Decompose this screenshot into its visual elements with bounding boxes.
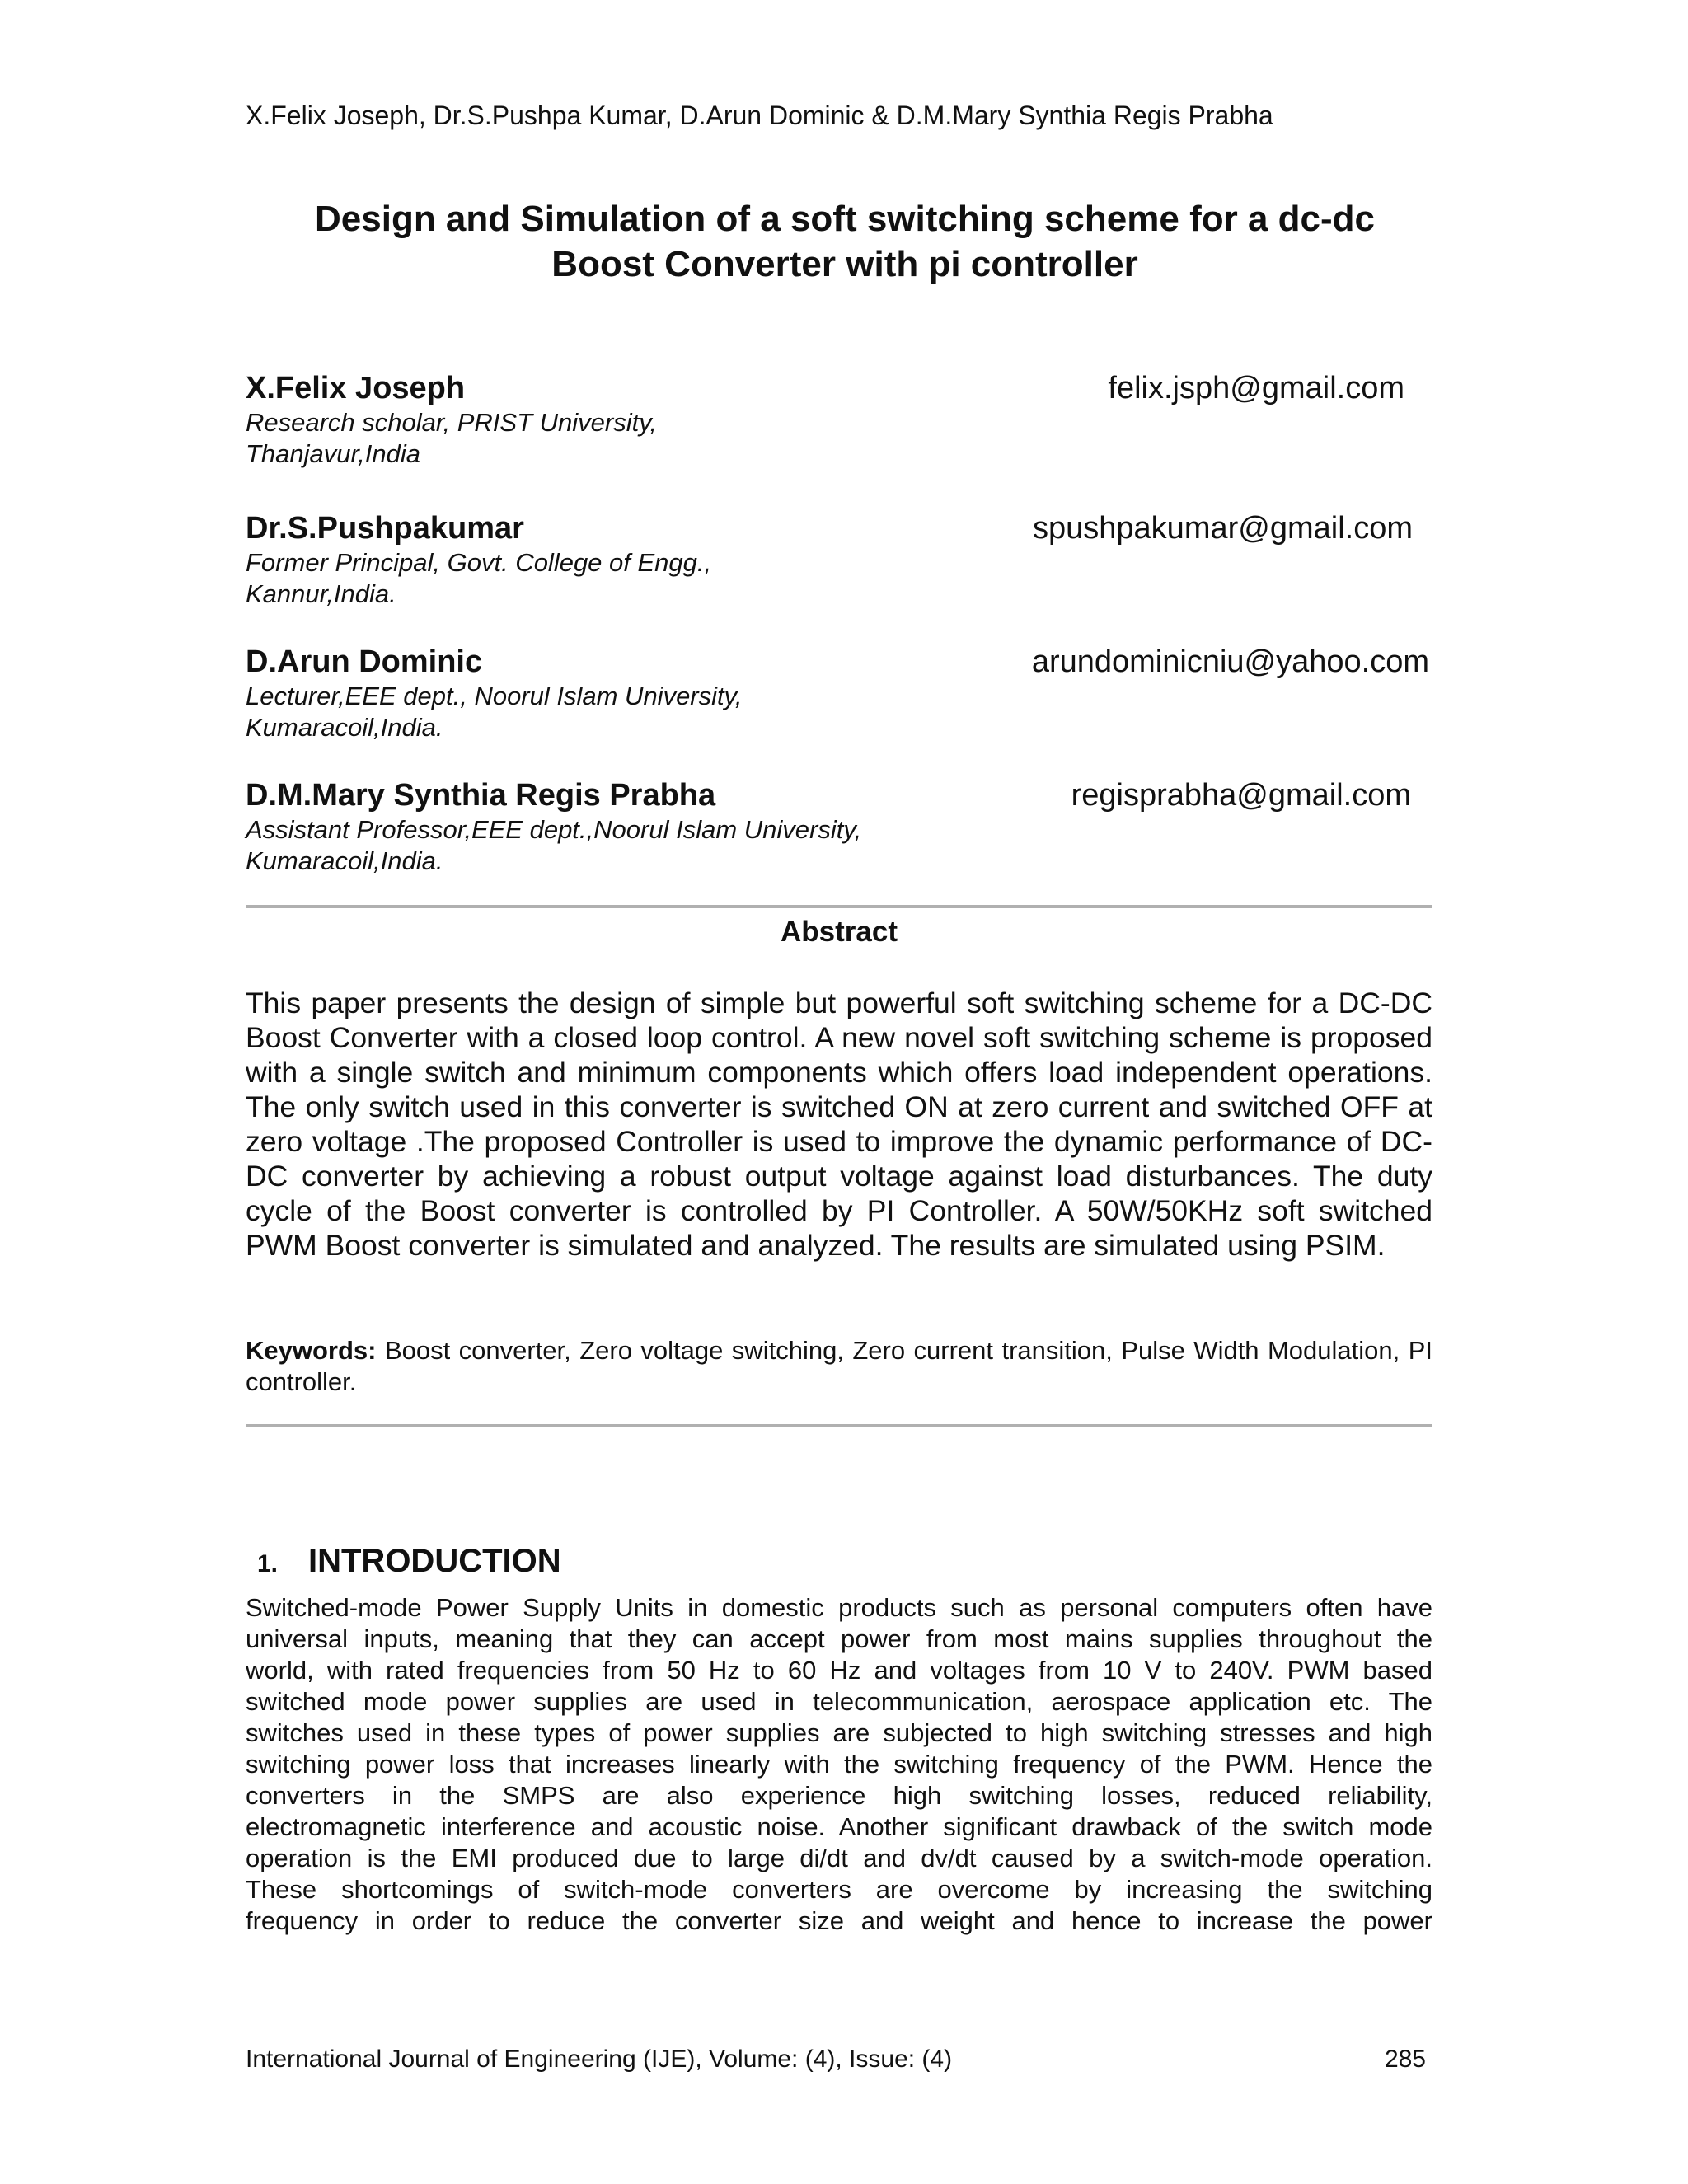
author-email: regisprabha@gmail.com — [1071, 778, 1411, 813]
introduction-text — [246, 1592, 1432, 1937]
title-line-2: Boost Converter with pi controller — [551, 244, 1138, 284]
keywords-text: Boost converter, Zero voltage switching, Zero current transition, Pulse Width Modulation, PI controller. — [246, 1336, 1432, 1396]
section-number: 1. — [257, 1550, 279, 1577]
paragraph-line: Switched-mode Power Supply Units in domestic products such as personal computers often have — [246, 1593, 1432, 1622]
author-email: spushpakumar@gmail.com — [1033, 511, 1413, 546]
footer-journal: International Journal of Engineering (IJE), Volume: (4), Issue: (4) — [246, 2046, 953, 2073]
author-block — [246, 776, 1432, 877]
author-block — [246, 509, 1432, 610]
author-affiliation: Research scholar, PRIST University, — [246, 408, 658, 437]
paragraph-line: converters in the SMPS are also experience high switching losses, reduced reliability, — [246, 1781, 1432, 1810]
paragraph-line: world, with rated frequencies from 50 Hz to 60 Hz and voltages from 10 V to 240V. PWM based — [246, 1656, 1432, 1685]
abstract-text: This paper presents the design of simple but powerful soft switching scheme for a DC-DC Boost Converter with a closed loop control. A new novel soft switching scheme is proposed with a single switch and minimum components which offers load independent operations. The only switch used in this converter is switched ON at zero current and switched OFF at zero voltage .The proposed Controller is used to improve the dynamic performance of DC-DC converter by achieving a robust output voltage against load disturbances. The duty cycle of the Boost converter is controlled by PI Controller. A 50W/50KHz soft switched PWM Boost converter is simulated and analyzed. The results are simulated using PSIM. — [246, 987, 1432, 1262]
keywords — [246, 1335, 1432, 1398]
title-line-1: Design and Simulation of a soft switching scheme for a dc-dc — [315, 199, 1375, 239]
paragraph-line: universal inputs, meaning that they can accept power from most mains supplies throughout the — [246, 1624, 1432, 1653]
paragraph-line: operation is the EMI produced due to large di/dt and dv/dt caused by a switch-mode operation. — [246, 1844, 1432, 1872]
author-name: D.M.Mary Synthia Regis Prabha — [246, 778, 716, 813]
author-block — [246, 369, 1432, 470]
running-head: X.Felix Joseph, Dr.S.Pushpa Kumar, D.Arun Dominic & D.M.Mary Synthia Regis Prabha — [246, 101, 1273, 130]
paper-title — [206, 196, 1484, 287]
author-affiliation: Lecturer,EEE dept., Noorul Islam University, — [246, 682, 743, 710]
paragraph-line: switching power loss that increases linearly with the switching frequency of the PWM. Hence the — [246, 1750, 1432, 1779]
author-affiliation: Kumaracoil,India. — [246, 846, 443, 875]
author-name: X.Felix Joseph — [246, 371, 466, 405]
paragraph-line: frequency in order to reduce the converter size and weight and hence to increase the power — [246, 1906, 1432, 1935]
author-block — [246, 643, 1432, 743]
author-affiliation: Kannur,India. — [246, 579, 396, 608]
author-affiliation: Former Principal, Govt. College of Engg., — [246, 548, 712, 577]
author-email: arundominicniu@yahoo.com — [1031, 644, 1429, 679]
author-email: felix.jsph@gmail.com — [1108, 371, 1404, 405]
page-number: 285 — [1384, 2046, 1426, 2073]
author-name: D.Arun Dominic — [246, 644, 483, 679]
author-name: Dr.S.Pushpakumar — [246, 511, 524, 546]
section-heading-introduction — [257, 1543, 561, 1580]
author-affiliation: Assistant Professor,EEE dept.,Noorul Islam University, — [246, 815, 862, 844]
section-title: INTRODUCTION — [308, 1543, 561, 1579]
author-affiliation: Thanjavur,India — [246, 439, 420, 468]
divider-bottom — [246, 1424, 1432, 1427]
author-affiliation: Kumaracoil,India. — [246, 713, 443, 742]
paragraph-line: switched mode power supplies are used in telecommunication, aerospace application etc. The — [246, 1687, 1432, 1716]
keywords-label: Keywords: — [246, 1336, 377, 1365]
paragraph-line: These shortcomings of switch-mode converters are overcome by increasing the switching — [246, 1875, 1432, 1904]
divider-top — [246, 905, 1432, 908]
paragraph-line: switches used in these types of power supplies are subjected to high switching stresses and high — [246, 1718, 1432, 1747]
paragraph-line: electromagnetic interference and acoustic noise. Another significant drawback of the switch mode — [246, 1812, 1432, 1841]
abstract-heading: Abstract — [781, 916, 898, 948]
